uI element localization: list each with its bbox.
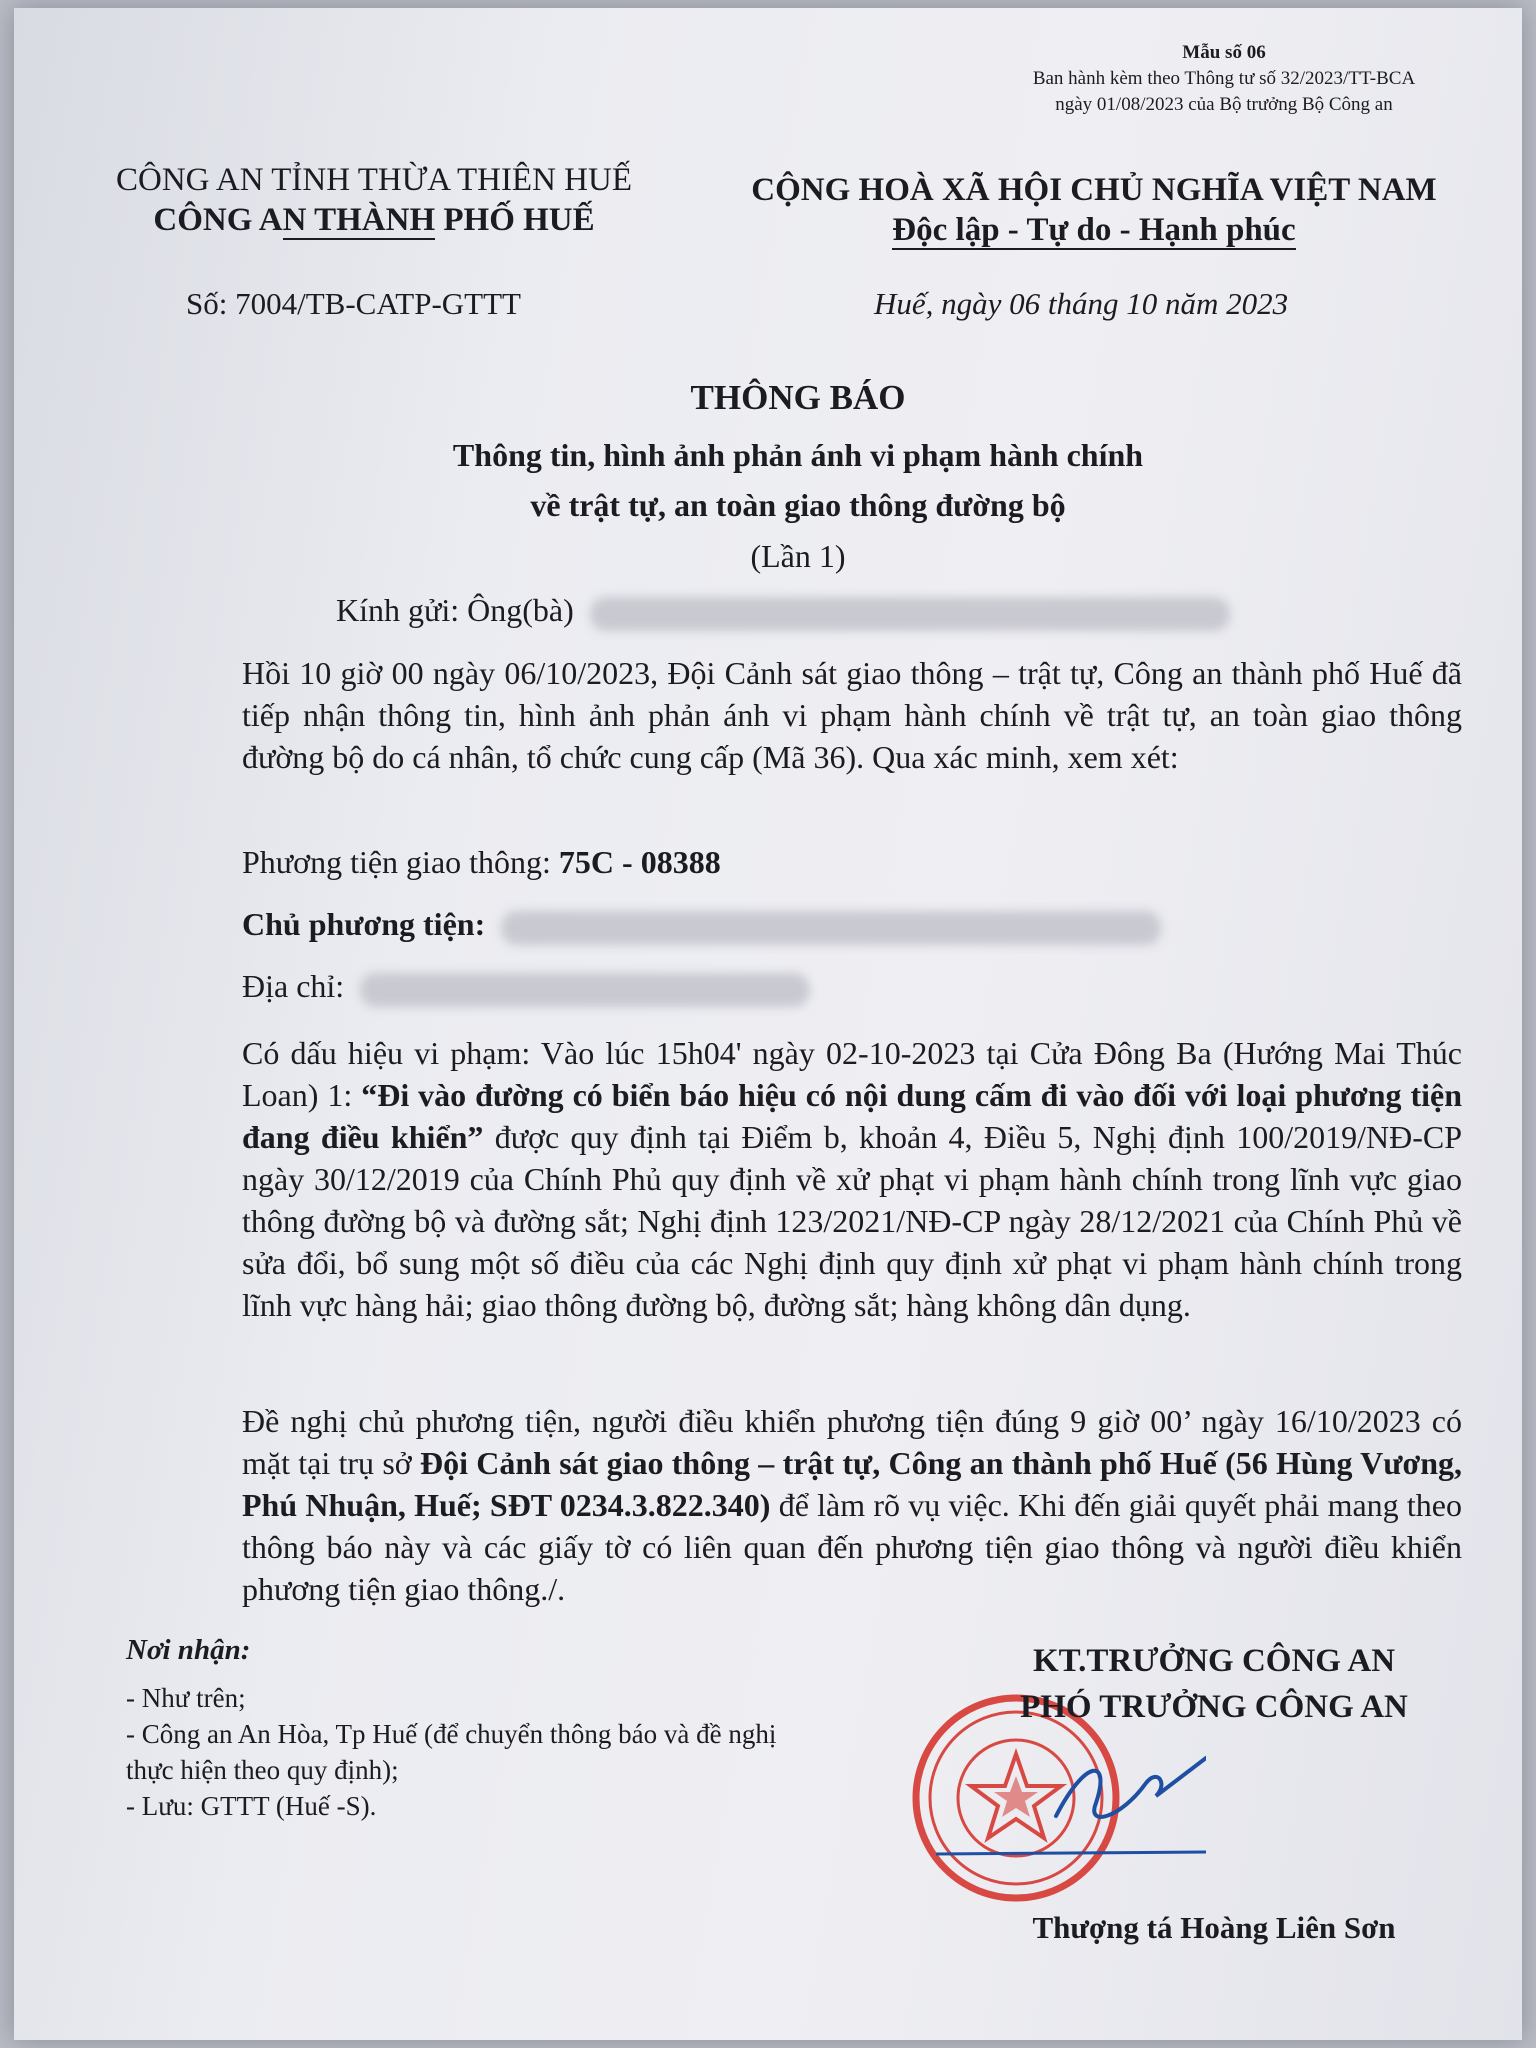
issuing-unit-part-c: PHỐ HUẾ — [435, 202, 595, 238]
document-page — [14, 8, 1522, 2040]
agency-header — [74, 160, 674, 240]
request-paragraph — [142, 1400, 1462, 1610]
violation-text — [142, 1032, 1462, 1326]
signature-title-2: PHÓ TRƯỞNG CÔNG AN — [1020, 1689, 1408, 1725]
issuing-unit — [74, 200, 674, 240]
nation-name: CỘNG HOÀ XÃ HỘI CHỦ NGHĨA VIỆT NAM — [751, 172, 1437, 208]
address-line — [242, 968, 810, 1007]
intro-paragraph — [142, 652, 1462, 778]
form-issued-with: Ban hành kèm theo Thông tư số 32/2023/TT-BCA — [1032, 68, 1416, 89]
signature-title-1: KT.TRƯỞNG CÔNG AN — [1032, 1643, 1396, 1679]
redacted-owner — [501, 911, 1161, 945]
issuing-unit-part-b: N THÀNH — [282, 202, 436, 238]
intro-text: Hồi 10 giờ 00 ngày 06/10/2023, Đội Cảnh sát giao thông – trật tự, Công an thành phố Huế đã tiếp nhận thông tin, hình ảnh phản ánh vi phạm hành chính về trật tự, an toàn giao thông đường bộ do cá nhân, tổ chức cung cấp (Mã 36). Qua xác minh, xem xét: — [242, 655, 1462, 775]
request-location: Đội Cảnh sát giao thông – trật tự, Công an thành phố Huế (56 Hùng Vương, Phú Nhuận, Huế; SĐT 0234.3.822.340) — [242, 1445, 1463, 1523]
request-part-2: để làm rõ vụ việc. Khi đến giải quyết phải mang theo thông báo này và các giấy tờ có liên quan đến phương tiện giao thông và người điều khiển phương tiện giao thông./. — [242, 1487, 1463, 1607]
recipients-label: Nơi nhận: — [126, 1634, 251, 1666]
owner-line — [242, 906, 1161, 945]
address-label: Địa chỉ: — [242, 968, 345, 1004]
violation-part-1: Có dấu hiệu vi phạm: Vào lúc 15h04' ngày 02-10-2023 tại Cửa Đông Ba (Hướng Mai Thúc Loan) 1: — [242, 1035, 1462, 1113]
form-number: Mẫu số 06 — [1182, 42, 1266, 63]
form-issued-date: ngày 01/08/2023 của Bộ trưởng Bộ Công an — [1055, 94, 1393, 115]
request-text — [142, 1400, 1462, 1610]
signer-name: Thượng tá Hoàng Liên Sơn — [1032, 1910, 1396, 1945]
document-number: Số: 7004/TB-CATP-GTTT — [186, 286, 521, 321]
subtitle-line-2: về trật tự, an toàn giao thông đường bộ — [530, 487, 1066, 523]
recipient-item: - Lưu: GTTT (Huế -S). — [126, 1791, 377, 1821]
document-title: THÔNG BÁO — [690, 378, 906, 417]
vehicle-label: Phương tiện giao thông: — [242, 844, 559, 880]
nation-motto: Độc lập - Tự do - Hạnh phúc — [892, 212, 1296, 248]
recipient-item: - Như trên; — [126, 1683, 246, 1713]
violation-part-2: được quy định tại Điểm b, khoản 4, Điều 5, Nghị định 100/2019/NĐ-CP ngày 30/12/2019 của Chính Phủ quy định về xử phạt vi phạm hành chính trong lĩnh vực giao thông đường bộ và đường sắt; Nghị định 123/2021/NĐ-CP ngày 28/12/2021 của Chính Phủ về sửa đổi, bổ sung một số điều của các Nghị định quy định xử phạt vi phạm hành chính trong lĩnh vực hàng hải; giao thông đường bộ, đường sắt; hàng không dân dụng. — [242, 1119, 1463, 1323]
parent-agency: CÔNG AN TỈNH THỪA THIÊN HUẾ — [115, 162, 632, 198]
recipient-line — [336, 592, 1230, 631]
signature-block — [894, 1638, 1534, 1730]
document-subtitle — [14, 430, 1536, 530]
issuing-unit-part-a: CÔNG A — [153, 202, 283, 238]
place-date: Huế, ngày 06 tháng 10 năm 2023 — [874, 286, 1289, 321]
violation-paragraph — [142, 1032, 1462, 1326]
redacted-address — [360, 973, 810, 1007]
owner-label: Chủ phương tiện: — [242, 906, 486, 942]
notice-round: (Lần 1) — [750, 538, 846, 574]
redacted-recipient — [590, 597, 1230, 631]
license-plate: 75C - 08388 — [558, 844, 721, 880]
vehicle-line — [242, 844, 721, 881]
nation-header — [704, 170, 1484, 250]
recipients-list — [126, 1680, 826, 1824]
violation-quote: “Đi vào đường có biển báo hiệu có nội dung cấm đi vào đối với loại phương tiện đang điều khiển” — [242, 1077, 1463, 1155]
recipient-label: Kính gửi: Ông(bà) — [336, 592, 574, 628]
subtitle-line-1: Thông tin, hình ảnh phản ánh vi phạm hành chính — [452, 437, 1144, 473]
recipient-item: - Công an An Hòa, Tp Huế (để chuyển thông báo và đề nghị thực hiện theo quy định); — [126, 1719, 777, 1785]
request-part-1: Đề nghị chủ phương tiện, người điều khiển phương tiện đúng 9 giờ 00’ ngày 16/10/2023 có mặt tại trụ sở — [242, 1403, 1462, 1481]
form-header — [1014, 40, 1434, 118]
